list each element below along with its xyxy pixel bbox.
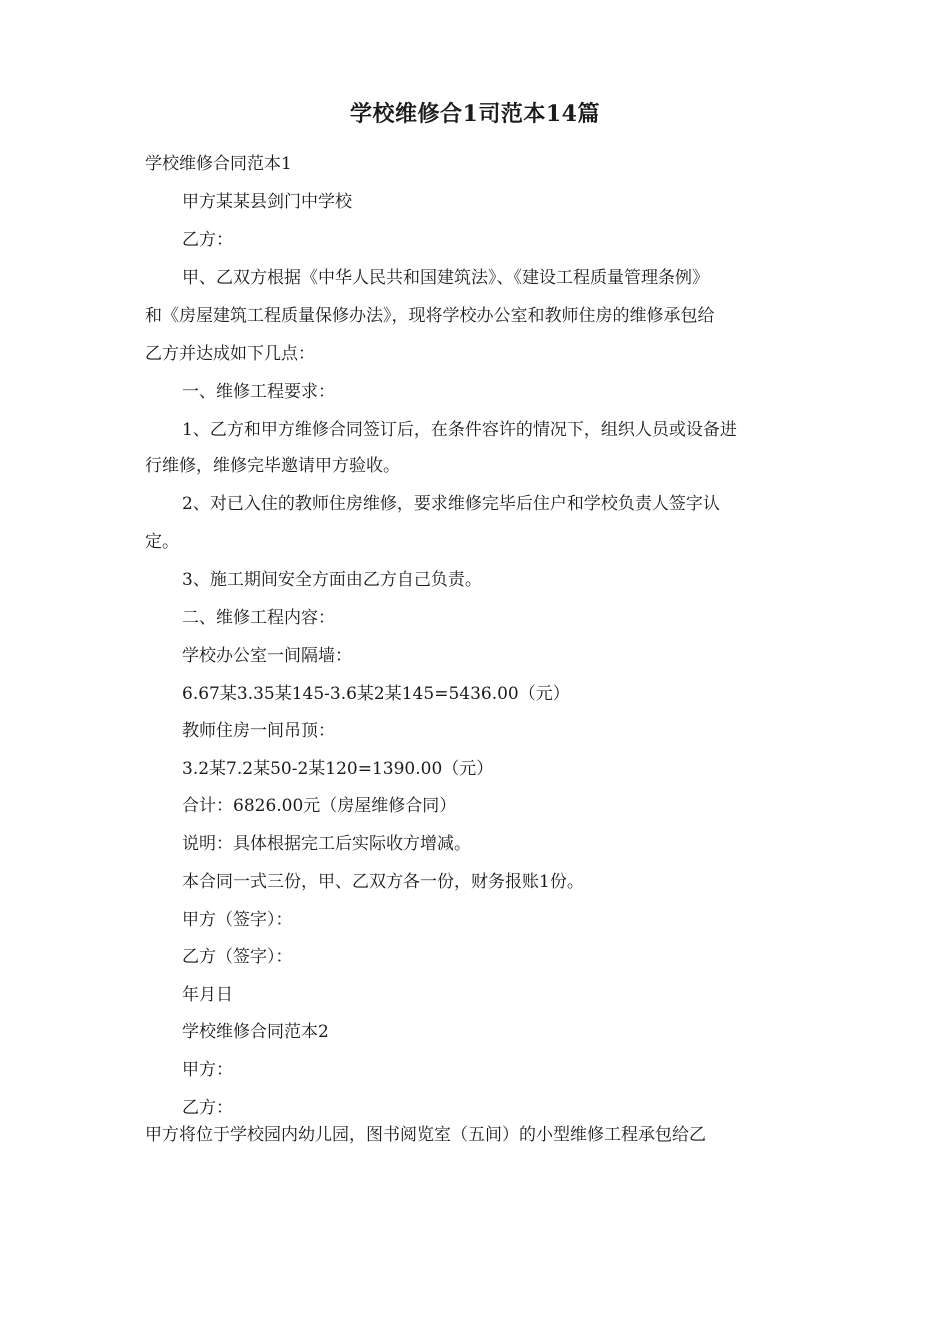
paragraph-line: 甲方将位于学校园内幼儿园，图书阅览室（五间）的小型维修工程承包给乙 [145,1125,706,1145]
paragraph-line: 本合同一式三份，甲、乙双方各一份，财务报账1份。 [182,872,584,892]
paragraph-line: 甲方： [182,1060,233,1080]
paragraph-line: 教师住房一间吊顶： [182,721,335,741]
paragraph-line: 年月日 [182,985,233,1005]
paragraph-line: 说明：具体根据完工后实际收方增减。 [182,834,471,854]
paragraph-line: 定。 [145,532,179,552]
paragraph-line: 一、维修工程要求： [182,382,335,402]
paragraph-line: 甲方某某县剑门中学校 [182,192,352,212]
paragraph-line: 1、乙方和甲方维修合同签订后，在条件容许的情况下，组织人员或设备进 [182,420,737,440]
document-title: 学校维修合1司范本14篇 [350,101,600,127]
paragraph-line: 3.2某7.2某50-2某120=1390.00（元） [182,759,494,779]
paragraph-line: 和《房屋建筑工程质量保修办法》，现将学校办公室和教师住房的维修承包给 [145,306,715,326]
paragraph-line: 乙方（签字）： [182,947,293,967]
paragraph-line: 二、维修工程内容： [182,608,335,628]
paragraph-line: 6.67某3.35某145-3.6某2某145=5436.00（元） [182,684,570,704]
paragraph-line: 3、施工期间安全方面由乙方自己负责。 [182,570,482,590]
section-heading-2: 学校维修合同范本2 [182,1022,329,1042]
section-heading-1: 学校维修合同范本1 [145,154,292,174]
paragraph-line: 乙方： [182,230,233,250]
paragraph-line: 2、对已入住的教师住房维修，要求维修完毕后住户和学校负责人签字认 [182,494,720,514]
paragraph-line: 行维修，维修完毕邀请甲方验收。 [145,456,400,476]
paragraph-line: 学校办公室一间隔墙： [182,646,352,666]
paragraph-line: 甲、乙双方根据《中华人民共和国建筑法》、《建设工程质量管理条例》 [182,268,709,288]
paragraph-line: 乙方并达成如下几点： [145,344,315,364]
paragraph-line: 合计：6826.00元（房屋维修合同） [182,796,457,816]
paragraph-line: 乙方： [182,1098,233,1118]
paragraph-line: 甲方（签字）： [182,910,293,930]
